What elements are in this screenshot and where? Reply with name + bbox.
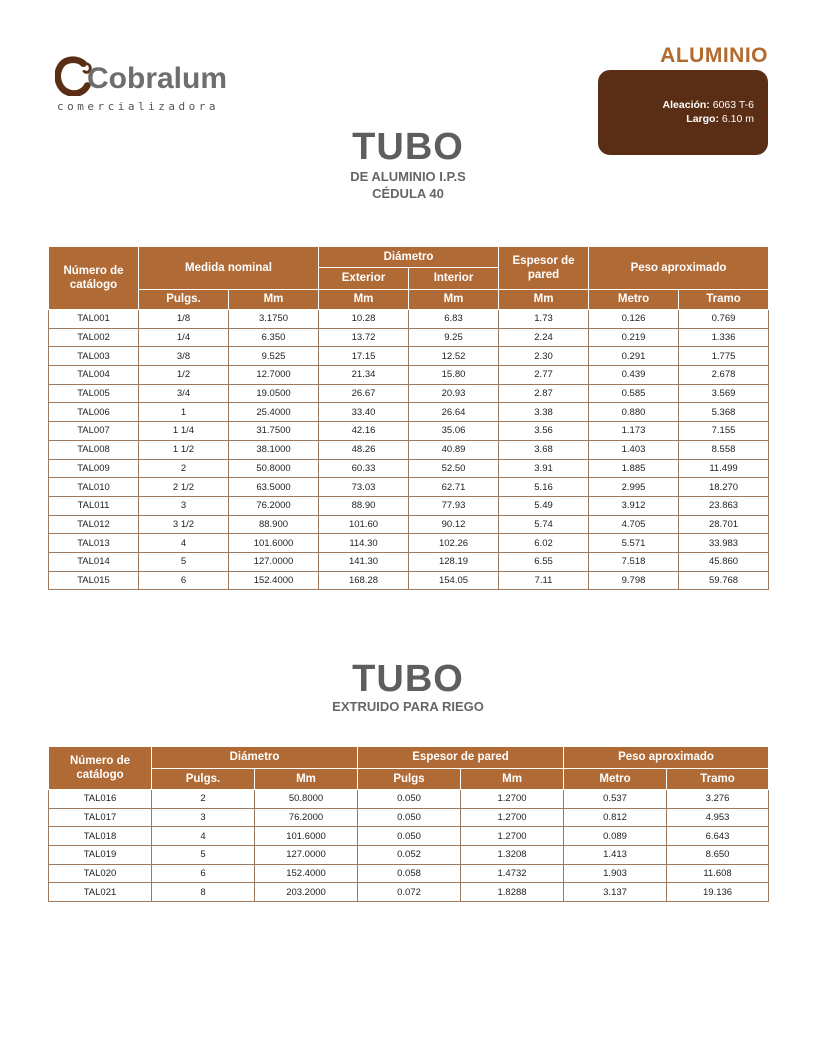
table-cell: 101.6000 [229, 534, 319, 553]
table-cell: 48.26 [319, 440, 409, 459]
table-cell: TAL020 [49, 864, 152, 883]
table-cell: 1.2700 [461, 808, 564, 827]
ips-table-body [49, 310, 769, 590]
header2-tramo: Tramo [667, 768, 769, 790]
table-cell: TAL008 [49, 440, 139, 459]
table-cell: TAL021 [49, 883, 152, 902]
material-heading: ALUMINIO [660, 44, 768, 67]
table-cell: 6.55 [499, 552, 589, 571]
table-row [49, 808, 769, 827]
table-cell: 0.050 [358, 808, 461, 827]
company-logo [55, 52, 228, 117]
table-cell: 12.52 [409, 347, 499, 366]
table-cell: TAL009 [49, 459, 139, 478]
header-catalog: Número de catálogo [49, 247, 139, 310]
table-row [49, 310, 769, 329]
table-cell: 8.558 [679, 440, 769, 459]
table-cell: 152.4000 [229, 571, 319, 590]
table-cell: 3/4 [139, 384, 229, 403]
table-cell: 1.4732 [461, 864, 564, 883]
table-cell: 127.0000 [255, 846, 358, 865]
table-cell: 6.350 [229, 328, 319, 347]
table-cell: 88.900 [229, 515, 319, 534]
header2-diameter-mm: Mm [255, 768, 358, 790]
table-cell: 1 1/2 [139, 440, 229, 459]
header-wall-mm: Mm [499, 289, 589, 309]
table-cell: 0.291 [589, 347, 679, 366]
header-pulgs: Pulgs. [139, 289, 229, 309]
table-row [49, 515, 769, 534]
table-cell: 114.30 [319, 534, 409, 553]
header-interior: Interior [409, 268, 499, 289]
table-cell: TAL012 [49, 515, 139, 534]
table-cell: 3 1/2 [139, 515, 229, 534]
table-cell: TAL015 [49, 571, 139, 590]
table-cell: 3.91 [499, 459, 589, 478]
table-cell: 90.12 [409, 515, 499, 534]
table-cell: 1.173 [589, 422, 679, 441]
table-cell: 6 [152, 864, 255, 883]
table-cell: 9.25 [409, 328, 499, 347]
table-cell: 0.050 [358, 790, 461, 809]
table-cell: 17.15 [319, 347, 409, 366]
header-nominal: Medida nominal [139, 247, 319, 290]
table-cell: TAL013 [49, 534, 139, 553]
table-cell: 1/2 [139, 366, 229, 385]
table-cell: 6.643 [667, 827, 769, 846]
table-row [49, 328, 769, 347]
table-cell: 5 [139, 552, 229, 571]
table-cell: 73.03 [319, 478, 409, 497]
header2-wall-pulgs: Pulgs [358, 768, 461, 790]
table-row [49, 552, 769, 571]
table-cell: 4.705 [589, 515, 679, 534]
table-cell: 0.072 [358, 883, 461, 902]
table-cell: 60.33 [319, 459, 409, 478]
spec-alloy-value: 6063 T-6 [712, 99, 754, 111]
table-cell: 1 1/4 [139, 422, 229, 441]
table-cell: 0.812 [564, 808, 667, 827]
table-cell: 2.24 [499, 328, 589, 347]
logo-wordmark: Cobralum [87, 62, 228, 95]
table-row [49, 534, 769, 553]
table-cell: 5.49 [499, 496, 589, 515]
table-cell: 52.50 [409, 459, 499, 478]
table-cell: 2.87 [499, 384, 589, 403]
table-cell: TAL004 [49, 366, 139, 385]
table-cell: 0.050 [358, 827, 461, 846]
table-cell: 28.701 [679, 515, 769, 534]
table-cell: 50.8000 [229, 459, 319, 478]
table-cell: 31.7500 [229, 422, 319, 441]
table-cell: 102.26 [409, 534, 499, 553]
table-row [49, 496, 769, 515]
table-cell: 0.537 [564, 790, 667, 809]
table-cell: 1.885 [589, 459, 679, 478]
table-cell: 2 1/2 [139, 478, 229, 497]
table-cell: 45.860 [679, 552, 769, 571]
table-cell: 2.77 [499, 366, 589, 385]
header2-wall-mm: Mm [461, 768, 564, 790]
header2-weight: Peso aproximado [564, 747, 769, 769]
table-cell: 2.995 [589, 478, 679, 497]
table-cell: 4 [152, 827, 255, 846]
table-cell: TAL001 [49, 310, 139, 329]
table-cell: 1.403 [589, 440, 679, 459]
table-cell: TAL011 [49, 496, 139, 515]
table-cell: 8.650 [667, 846, 769, 865]
ips-tube-table [48, 246, 769, 590]
table-row [49, 440, 769, 459]
table-cell: 1.775 [679, 347, 769, 366]
table-cell: 11.499 [679, 459, 769, 478]
table-cell: 76.2000 [255, 808, 358, 827]
table-cell: TAL007 [49, 422, 139, 441]
header-interior-mm: Mm [409, 289, 499, 309]
table-cell: 1.8288 [461, 883, 564, 902]
table-cell: 0.052 [358, 846, 461, 865]
spec-length-value: 6.10 m [721, 113, 754, 125]
table-cell: 23.863 [679, 496, 769, 515]
table-cell: 1.413 [564, 846, 667, 865]
table-cell: 5.571 [589, 534, 679, 553]
table-cell: 26.64 [409, 403, 499, 422]
irrigation-tube-table [48, 746, 769, 902]
header2-diameter: Diámetro [152, 747, 358, 769]
table-row [49, 846, 769, 865]
table-cell: 5.368 [679, 403, 769, 422]
header-weight: Peso aproximado [589, 247, 769, 290]
header-exterior: Exterior [319, 268, 409, 289]
table-row [49, 827, 769, 846]
header-diameter: Diámetro [319, 247, 499, 268]
table-cell: 7.11 [499, 571, 589, 590]
table-row [49, 366, 769, 385]
table-cell: 0.769 [679, 310, 769, 329]
table-cell: 21.34 [319, 366, 409, 385]
table-cell: 6.83 [409, 310, 499, 329]
table-row [49, 571, 769, 590]
table-cell: 1.2700 [461, 790, 564, 809]
section1-subtitle2: CÉDULA 40 [372, 186, 444, 201]
table-cell: 154.05 [409, 571, 499, 590]
table-cell: 88.90 [319, 496, 409, 515]
table-row [49, 403, 769, 422]
table-cell: 3.569 [679, 384, 769, 403]
table-cell: 1.3208 [461, 846, 564, 865]
table-cell: 2.30 [499, 347, 589, 366]
spec-alloy [598, 98, 754, 112]
table-row [49, 883, 769, 902]
table-cell: 63.5000 [229, 478, 319, 497]
header-metro: Metro [589, 289, 679, 309]
logo-mark [55, 52, 227, 96]
table-cell: 1.2700 [461, 827, 564, 846]
table-cell: 3.1750 [229, 310, 319, 329]
table-cell: 1.73 [499, 310, 589, 329]
table-cell: 3.56 [499, 422, 589, 441]
table-cell: 11.608 [667, 864, 769, 883]
table-cell: 2 [152, 790, 255, 809]
table-cell: 77.93 [409, 496, 499, 515]
section1-subtitle: DE ALUMINIO I.P.S [350, 169, 466, 184]
header-wall: Espesor de pared [499, 247, 589, 290]
table-cell: 62.71 [409, 478, 499, 497]
section1-title: TUBO [352, 126, 464, 168]
table-row [49, 790, 769, 809]
table-cell: 5.16 [499, 478, 589, 497]
table-cell: 141.30 [319, 552, 409, 571]
table-cell: 50.8000 [255, 790, 358, 809]
table-cell: 5 [152, 846, 255, 865]
header-tramo: Tramo [679, 289, 769, 309]
header2-diameter-pulgs: Pulgs. [152, 768, 255, 790]
table-row [49, 478, 769, 497]
table-cell: 35.06 [409, 422, 499, 441]
table-cell: 0.880 [589, 403, 679, 422]
table-cell: 1 [139, 403, 229, 422]
table-cell: 3.38 [499, 403, 589, 422]
table-cell: 3.276 [667, 790, 769, 809]
table-cell: TAL016 [49, 790, 152, 809]
table-cell: 4.953 [667, 808, 769, 827]
table-row [49, 422, 769, 441]
spec-length [598, 112, 754, 126]
table-cell: 128.19 [409, 552, 499, 571]
table-cell: 3 [139, 496, 229, 515]
logo-subtitle: comercializadora [57, 100, 219, 113]
table-cell: 101.6000 [255, 827, 358, 846]
table-cell: 13.72 [319, 328, 409, 347]
table-cell: 6 [139, 571, 229, 590]
table-cell: 168.28 [319, 571, 409, 590]
table-cell: 7.518 [589, 552, 679, 571]
table-cell: 9.798 [589, 571, 679, 590]
table-cell: 0.126 [589, 310, 679, 329]
table-cell: TAL017 [49, 808, 152, 827]
table-cell: 59.768 [679, 571, 769, 590]
table-cell: 26.67 [319, 384, 409, 403]
table-cell: 1/4 [139, 328, 229, 347]
table-cell: 0.058 [358, 864, 461, 883]
table-cell: 152.4000 [255, 864, 358, 883]
spec-length-label: Largo: [686, 113, 719, 125]
section2-subtitle: EXTRUIDO PARA RIEGO [332, 699, 484, 714]
table-cell: 15.80 [409, 366, 499, 385]
table-cell: 19.0500 [229, 384, 319, 403]
table-row [49, 347, 769, 366]
table-cell: TAL019 [49, 846, 152, 865]
table-cell: 7.155 [679, 422, 769, 441]
table-cell: 38.1000 [229, 440, 319, 459]
table-cell: 76.2000 [229, 496, 319, 515]
table-cell: 0.219 [589, 328, 679, 347]
table-row [49, 864, 769, 883]
header-exterior-mm: Mm [319, 289, 409, 309]
table-cell: 2 [139, 459, 229, 478]
table-cell: 0.089 [564, 827, 667, 846]
table-cell: 203.2000 [255, 883, 358, 902]
table-cell: 40.89 [409, 440, 499, 459]
table-cell: 42.16 [319, 422, 409, 441]
table-row [49, 459, 769, 478]
table-cell: 12.7000 [229, 366, 319, 385]
table-cell: 1.336 [679, 328, 769, 347]
table-cell: 6.02 [499, 534, 589, 553]
table-cell: TAL005 [49, 384, 139, 403]
table-cell: 1.903 [564, 864, 667, 883]
table-cell: 3 [152, 808, 255, 827]
table-cell: 18.270 [679, 478, 769, 497]
table-cell: 1/8 [139, 310, 229, 329]
table-cell: 10.28 [319, 310, 409, 329]
table-cell: 3.137 [564, 883, 667, 902]
table-cell: 19.136 [667, 883, 769, 902]
table-cell: TAL018 [49, 827, 152, 846]
table-cell: 0.439 [589, 366, 679, 385]
table-cell: 2.678 [679, 366, 769, 385]
table-cell: 3.68 [499, 440, 589, 459]
table-cell: 25.4000 [229, 403, 319, 422]
table-cell: 4 [139, 534, 229, 553]
table-cell: 33.983 [679, 534, 769, 553]
header2-metro: Metro [564, 768, 667, 790]
table-cell: 9.525 [229, 347, 319, 366]
table-cell: 8 [152, 883, 255, 902]
table-cell: 5.74 [499, 515, 589, 534]
table-cell: 3/8 [139, 347, 229, 366]
table-cell: 0.585 [589, 384, 679, 403]
table-cell: TAL002 [49, 328, 139, 347]
table-cell: 3.912 [589, 496, 679, 515]
table-cell: TAL010 [49, 478, 139, 497]
table-cell: 20.93 [409, 384, 499, 403]
section2-title: TUBO [352, 658, 464, 700]
irrigation-table-body [49, 790, 769, 902]
header2-catalog: Número de catálogo [49, 747, 152, 790]
table-row [49, 384, 769, 403]
spec-alloy-label: Aleación: [662, 99, 710, 111]
table-cell: 33.40 [319, 403, 409, 422]
table-cell: 127.0000 [229, 552, 319, 571]
table-cell: 101.60 [319, 515, 409, 534]
header-mm: Mm [229, 289, 319, 309]
table-cell: TAL003 [49, 347, 139, 366]
header2-wall: Espesor de pared [358, 747, 564, 769]
table-cell: TAL014 [49, 552, 139, 571]
table-cell: TAL006 [49, 403, 139, 422]
